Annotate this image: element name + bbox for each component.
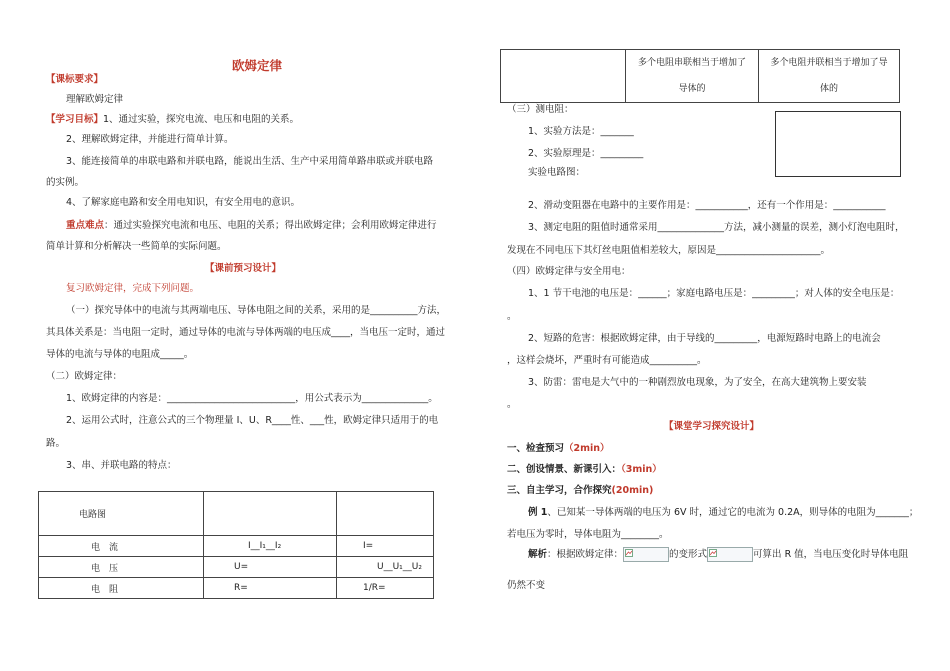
- text-line: 2、运用公式时，注意公式的三个物理量 I、U、R____性、___性，欧姆定律只适用于的电: [66, 415, 439, 426]
- goal-2: 2、理解欧姆定律，并能进行简单计算。: [66, 134, 234, 145]
- text-line: （三）测电阻：: [507, 104, 574, 115]
- analysis-line: 解析：根据欧姆定律： 的变形式 可算出 R 值，当电压变化时导体电阻: [528, 549, 909, 560]
- text-line: 1、1 节干电池的电压是：______；家庭电路电压是：_________；对人体的安全电压是：: [528, 288, 900, 299]
- text-line: 实验电路图：: [528, 167, 586, 178]
- text-line: 1、实验方法是：_______: [528, 126, 634, 137]
- text-line: 若电压为零时，导体电阻为________。: [507, 529, 669, 540]
- text-line: 重点难点：通过实验探究电流和电压、电阻的关系；得出欧姆定律；会利用欧姆定律进行: [66, 220, 437, 231]
- goal-1: 1、通过实验，探究电流、电压和电阻的关系。: [103, 114, 300, 125]
- step-3: 三、自主学习，合作探究(20min): [507, 485, 654, 496]
- text-line: 仍然不变: [507, 580, 546, 591]
- instruction: 复习欧姆定律，完成下列问题。: [66, 283, 200, 294]
- step-1: 一、检查预习（2min）: [507, 443, 610, 454]
- text-line: ，这样会烧坏，严重时有可能造成__________。: [507, 355, 707, 366]
- circuit-diagram-box: [775, 111, 901, 177]
- section-heading-standard: 【课标要求】: [46, 74, 104, 85]
- text-line: 2、滑动变阻器在电路中的主要作用是：___________，还有一个作用是：___________: [528, 200, 886, 211]
- text-line: 简单计算和分析解决一些简单的实际问题。: [46, 241, 227, 252]
- series-parallel-table: 多个电阻串联相当于增加了 导体的 多个电阻并联相当于增加了导 体的: [500, 49, 900, 103]
- text-line: [46, 113, 299, 126]
- section-heading-goals: 【学习目标】: [46, 114, 104, 125]
- goal-4: 4、了解家庭电路和安全用电知识，有安全用电的意识。: [66, 197, 301, 208]
- broken-image-icon: [625, 549, 633, 557]
- text-line: 3、串、并联电路的特点：: [66, 460, 177, 471]
- text-line: （四）欧姆定律与安全用电：: [507, 266, 631, 277]
- goal-3: 3、能连接简单的串联电路和并联电路，能说出生活、生产中采用简单路串联或并联电路: [66, 156, 434, 167]
- key-points-label: 重点难点: [66, 220, 105, 231]
- text-line: 发现在不同电压下其灯丝电阻值相差较大，原因是______________________。: [507, 245, 831, 256]
- text-line: 理解欧姆定律: [66, 94, 124, 105]
- text-line: 2、短路的危害：根据欧姆定律，由于导线的_________，电源短路时电路上的电流会: [528, 333, 881, 344]
- text-line: 的实例。: [46, 177, 85, 188]
- text-line: 路。: [46, 438, 66, 449]
- text-line: （一）探究导体中的电流与其两端电压、导体电阻之间的关系，采用的是__________方法，: [66, 305, 447, 316]
- text-line: 。: [507, 311, 517, 322]
- section-heading-classroom: 【课堂学习探究设计】: [664, 421, 760, 432]
- section-heading-preview: 【课前预习设计】: [205, 263, 282, 274]
- formula-image: [707, 547, 753, 562]
- text-line: （二）欧姆定律：: [46, 371, 123, 382]
- step-2: 二、创设情景、新课引入：（3min）: [507, 464, 662, 475]
- formula-image: [623, 547, 669, 562]
- text-line: 1、欧姆定律的内容是：___________________________，用公式表示为______________。: [66, 393, 438, 404]
- text-line: 。: [507, 399, 517, 410]
- text-line: 2、实验原理是：_________: [528, 148, 644, 159]
- page-title: 欧姆定律: [232, 58, 283, 73]
- text-line: 3、测定电阻的阻值时通常采用______________方法，减小测量的误差，测小灯泡电阻时，: [528, 222, 905, 233]
- circuit-table: 电路图 电 流 I__I₁__I₂ I= 电 压 U= U__U₁__U₂ 电 阻 R= 1/R=: [38, 491, 434, 599]
- text-line: 3、防雷：雷电是大气中的一种剧烈放电现象，为了安全，在高大建筑物上要安装: [528, 377, 867, 388]
- text-line: 其具体关系是：当电阻一定时，通过导体的电流与导体两端的电压成____，当电压一定时，通过: [46, 327, 446, 338]
- text-line: 导体的电流与导体的电阻成_____。: [46, 349, 194, 360]
- broken-image-icon: [709, 549, 717, 557]
- example-1: 例 1、已知某一导体两端的电压为 6V 时，通过它的电流为 0.2A，则导体的电阻为_______；: [528, 507, 919, 518]
